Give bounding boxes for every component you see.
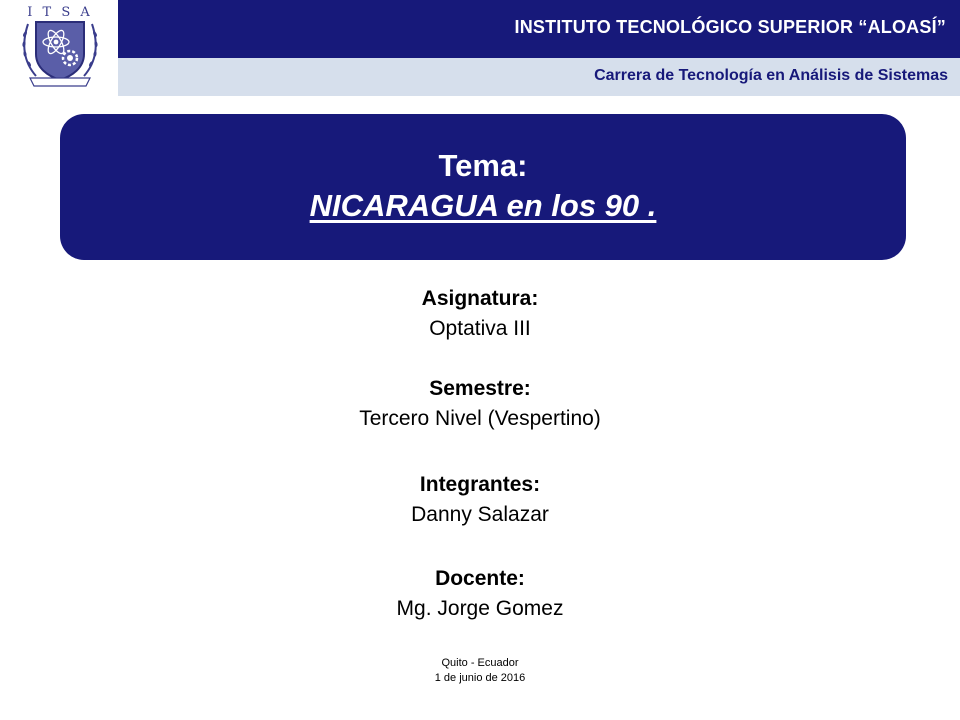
topic-title-text: NICARAGUA en los 90 . [309, 188, 657, 223]
institution-logo [0, 0, 118, 96]
subject-block [0, 284, 960, 344]
members-value: Danny Salazar [411, 503, 549, 526]
header-title-bar [118, 0, 960, 58]
footer [0, 656, 960, 686]
teacher-label: Docente: [435, 567, 525, 590]
topic-title [60, 188, 906, 224]
semester-block [0, 374, 960, 434]
footer-place: Quito - Ecuador [441, 657, 519, 669]
teacher-block [0, 564, 960, 624]
teacher-value: Mg. Jorge Gomez [396, 597, 564, 620]
subject-label: Asignatura: [421, 287, 539, 310]
institution-name: INSTITUTO TECNOLÓGICO SUPERIOR “ALOASÍ” [514, 17, 946, 37]
topic-banner [60, 114, 906, 260]
header-subtitle-bar [118, 58, 960, 96]
semester-label: Semestre: [429, 377, 531, 400]
logo-acronym: I T S A [27, 5, 93, 20]
subject-value: Optativa III [429, 317, 531, 340]
atom-gear-shield-icon [14, 2, 106, 94]
footer-date: 1 de junio de 2016 [434, 672, 526, 684]
topic-label: Tema: [438, 148, 528, 183]
members-label: Integrantes: [419, 473, 541, 496]
semester-value: Tercero Nivel (Vespertino) [359, 407, 601, 430]
members-block [0, 470, 960, 530]
career-name: Carrera de Tecnología en Análisis de Sistemas [594, 67, 948, 84]
